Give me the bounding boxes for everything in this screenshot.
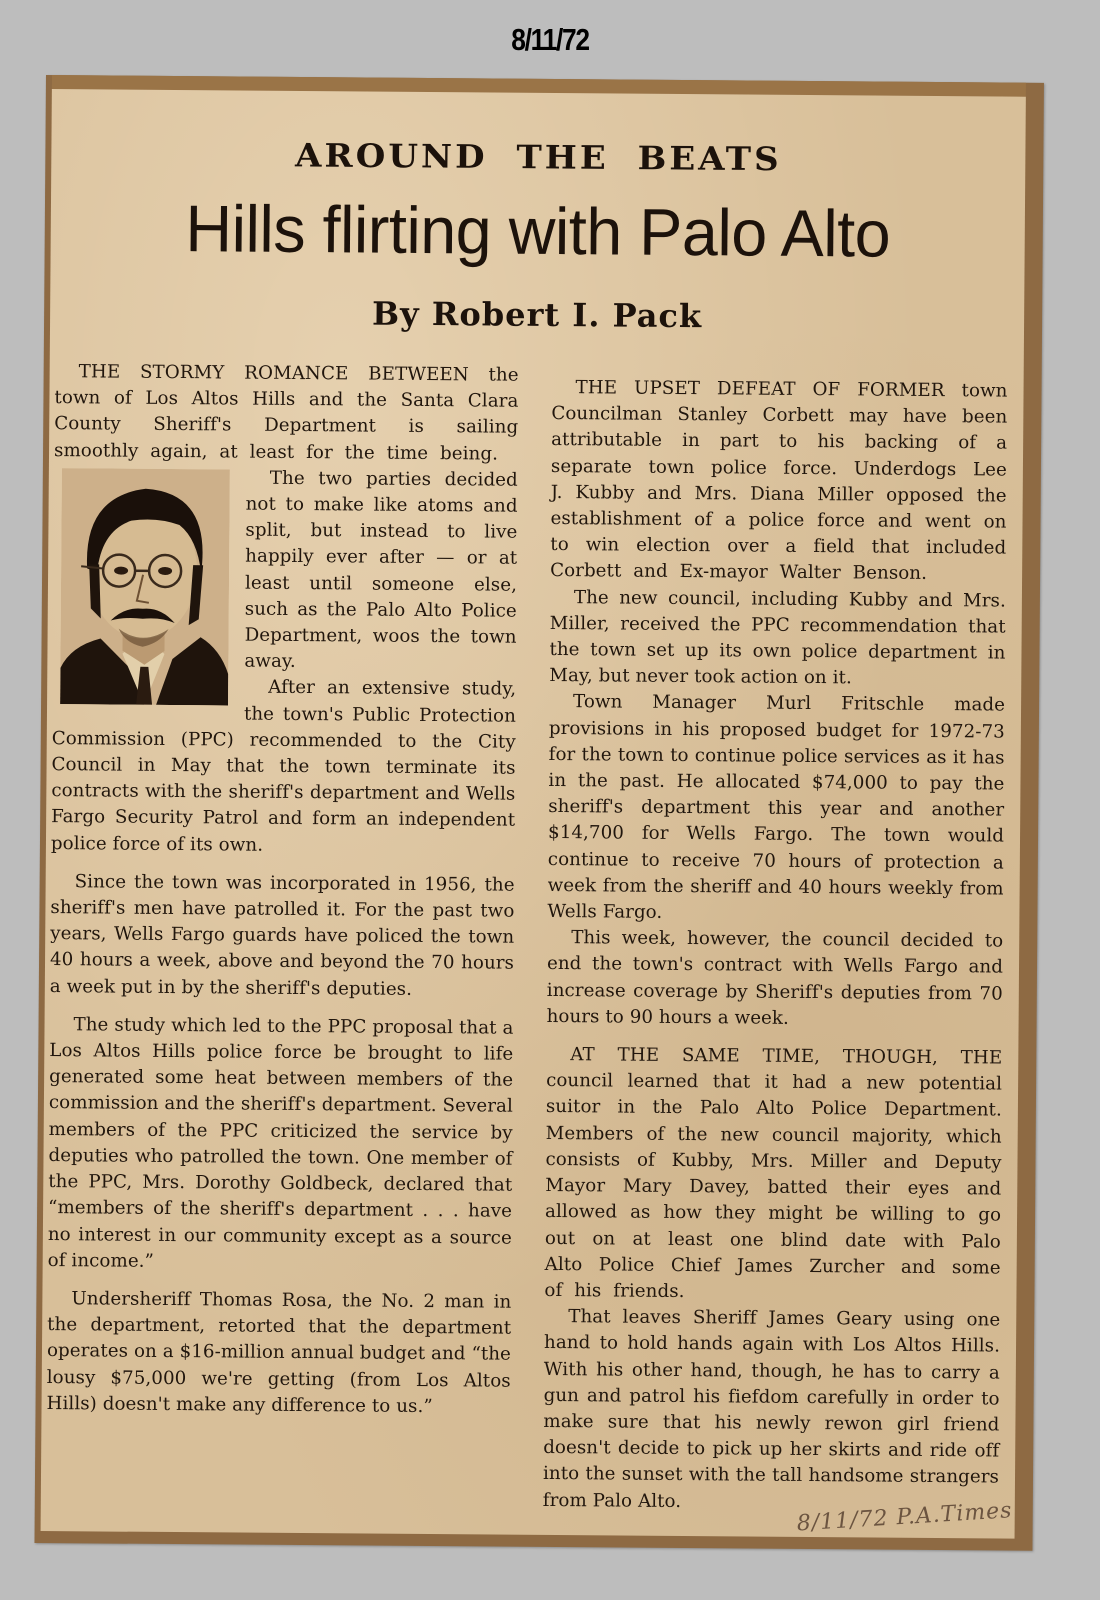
author-photo — [60, 468, 230, 705]
article-paragraph: That leaves Sheriff James Geary using one hand to hold hands again with Los Altos Hills. With his other hand, though, he has to carry a gun and patrol his fiefdom carefully in order to make sure that his newly rewon girl friend doesn't decide to pick up her skirts and ride off into the sunset with the tall handsome strangers from Palo Alto. — [542, 1306, 1001, 1512]
byline: By Robert I. Pack — [371, 294, 703, 336]
article-paragraph: Town Manager Murl Fritschle made provisions in his proposed budget for 1972-73 for the town to continue police services as it has in the past. He allocated $74,000 to pay the sheriff's department this year and another $14,700 for Wells Fargo. The town would continue to receive 70 hours of protection a week from the sheriff and 40 hours weekly from Wells Fargo. — [547, 691, 1006, 923]
article-paragraph: The new council, including Kubby and Mrs. Miller, received the PPC recommendation that the town set up its own police department in May, but never took action on it. — [549, 586, 1006, 689]
article-paragraph: After an extensive study, the town's Public Protection Commission (PPC) recommended to the City Council in May that the town terminate its contracts with the sheriff's department and Wells Fargo Security Patrol and form an independent police force of its own. — [50, 677, 517, 856]
clipping-paper — [41, 89, 1026, 1539]
headline: Hills flirting with Palo Alto — [185, 191, 891, 271]
column-kicker: AROUND THE BEATS — [294, 136, 782, 179]
handwritten-annotation: 8/11/72 P.A.Times — [796, 1498, 1014, 1537]
article-paragraph: The study which led to the PPC proposal that a Los Altos Hills police force be brought to life generated some heat between members of the commission and the sheriff's department. Several members of the PPC criticized the service by deputies who patrolled the town. One member of the PPC, Mrs. Dorothy Goldbeck, declared that “members of the sheriff's department . . . have no interest in our community except as a source of income.” — [47, 1014, 514, 1272]
newspaper-clipping — [34, 75, 1043, 1551]
article-paragraph: Undersheriff Thomas Rosa, the No. 2 man in the department, retorted that the department operates on a $16-million annual budget and “the lousy $75,000 we're getting (from Los Altos Hills) doesn't make any difference to us.” — [46, 1288, 512, 1417]
article-paragraph: The two parties decided not to make like atoms and split, but instead to live happily ever after — or at least until someone else, such as the Palo Alto Police Department, woos the town away. — [244, 467, 518, 673]
article-paragraph: This week, however, the council decided to end the town's contract with Wells Fargo and increase coverage by Sheriff's deputies from 70 hours to 90 hours a week. — [546, 927, 1004, 1029]
article-paragraph: Since the town was incorporated in 1956, the sheriff's men have patrolled it. For the past two years, Wells Fargo guards have policed the town 40 hours a week, above and beyond the 70 hours a week put in by the sheriff's deputies. — [49, 871, 515, 1000]
article-column-left — [46, 359, 518, 1421]
article-paragraph: THE UPSET DEFEAT OF FORMER town Councilman Stanley Corbett may have been attributable in part to his backing of a separate town police force. Underdogs Lee J. Kubby and Mrs. Diana Miller opposed the establishment of a police force and went on to win election over a field that included Corbett and Ex-mayor Walter Benson. — [550, 377, 1008, 585]
article-paragraph: THE STORMY ROMANCE BETWEEN the town of Los Altos Hills and the Santa Clara County Sheriff's Department is sailing smoothly again, at least for the time being. — [53, 361, 519, 465]
article-column-right — [543, 375, 1008, 1517]
article-paragraph: AT THE SAME TIME, THOUGH, THE council learned that it had a new potential suitor in the Palo Alto Police Department. Members of the new council majority, which consists of Kubby, Mrs. Miller and Deputy Mayor Mary Davey, batted their eyes and allowed as how they might be willing to go out on at least one blind date with Palo Alto Police Chief James Zurcher and some of his friends. — [544, 1044, 1003, 1302]
date-label: 8/11/72 — [511, 22, 589, 57]
portrait-image — [60, 468, 230, 705]
